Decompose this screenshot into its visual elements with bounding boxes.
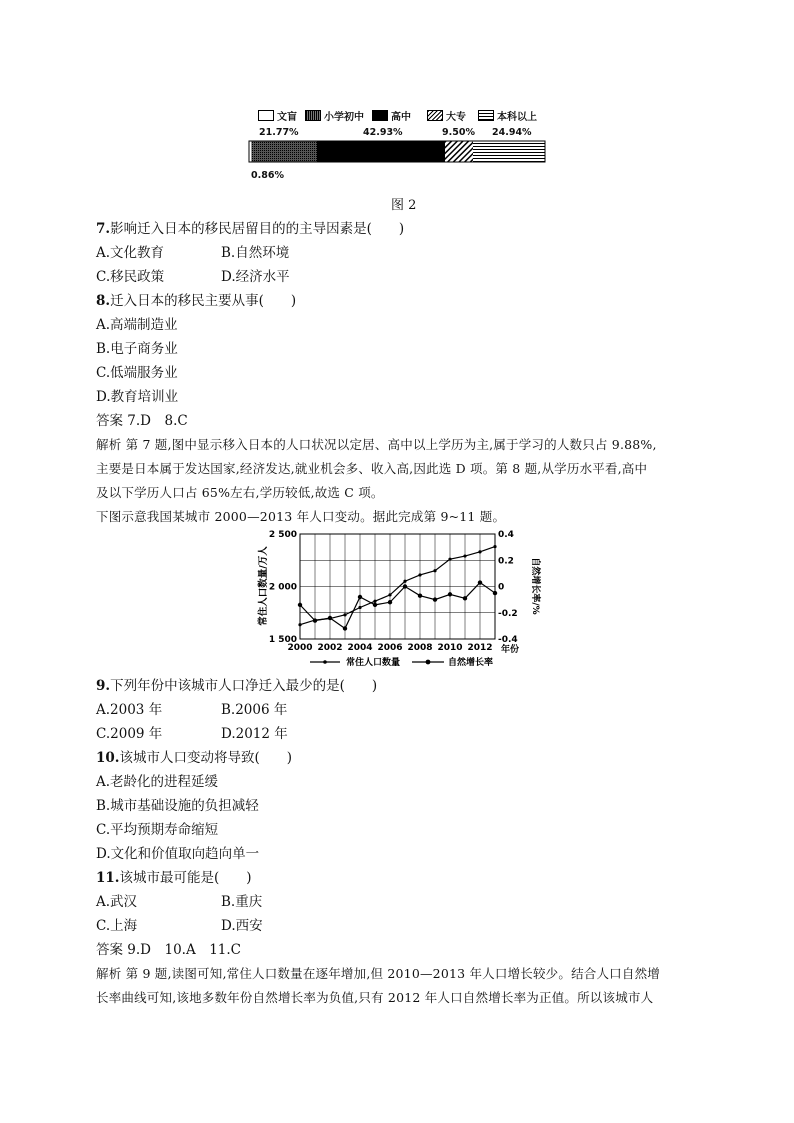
q10-option-a: A.老龄化的进程延缓 (96, 774, 219, 790)
bar-seg-college (445, 141, 473, 162)
growth-rate-line (300, 583, 495, 629)
stacked-bar (248, 140, 548, 166)
q10-option-c: C.平均预期寿命缩短 (96, 822, 219, 838)
growth-rate-point (328, 616, 332, 620)
population-point (388, 593, 391, 596)
right-tick-label: -0.4 (498, 635, 518, 645)
q7-option-b: B.自然环境 (221, 245, 290, 261)
growth-rate-point (403, 584, 407, 588)
explanation-line: 及以下学历人口占 65%左右,学历较低,故选 C 项。 (96, 485, 384, 500)
legend-population: 常住人口数量 (346, 658, 401, 668)
q8-option-b: B.电子商务业 (96, 341, 178, 357)
growth-rate-point (433, 597, 437, 601)
x-tick-label: 2006 (377, 643, 403, 653)
question-8: 8.迁入日本的移民主要从事( ) (96, 293, 297, 309)
explanation-line: 长率曲线可知,该地多数年份自然增长率为负值,只有 2012 年人口自然增长率为正值。所以该城市人 (96, 990, 654, 1005)
q8-option-d: D.教育培训业 (96, 389, 179, 405)
population-point (373, 600, 376, 603)
right-tick-label: 0.2 (498, 556, 514, 567)
x-tick-label: 2012 (467, 643, 493, 653)
bar-seg-high (317, 141, 445, 162)
population-point (448, 558, 451, 561)
question-7: 7.影响迁入日本的移民居留目的的主导因素是( ) (96, 221, 405, 237)
x-axis-label: 年份 (501, 645, 520, 655)
population-point (298, 623, 301, 626)
pct-bachelor: 24.94% (492, 127, 532, 138)
q7-option-c: C.移民政策 (96, 269, 165, 285)
q9-option-c: C.2009 年 (96, 726, 163, 742)
x-tick-label: 2010 (437, 643, 463, 653)
q11-option-b: B.重庆 (221, 894, 263, 910)
q9-option-b: B.2006 年 (221, 702, 288, 718)
swatch-black (372, 110, 388, 121)
population-point (463, 554, 466, 557)
bar-seg-primary (252, 141, 317, 162)
q11-option-a: A.武汉 (96, 894, 138, 910)
growth-rate-point (463, 596, 467, 600)
answer-9-11: 答案 9.D 10.A 11.C (96, 942, 242, 958)
q7-option-d: D.经济水平 (221, 269, 290, 285)
pct-college: 9.50% (442, 127, 475, 138)
population-point (403, 580, 406, 583)
q11-option-c: C.上海 (96, 918, 138, 934)
swatch-striped (478, 110, 494, 121)
left-axis-label: 常住人口数量/万人 (258, 546, 269, 626)
answer-7-8: 答案 7.D 8.C (96, 413, 188, 429)
left-tick-label: 1 500 (268, 635, 297, 645)
legend-bachelor: 本科以上 (478, 108, 537, 122)
q8-option-c: C.低端服务业 (96, 365, 178, 381)
bar-seg-bachelor (473, 141, 545, 162)
population-point (418, 573, 421, 576)
question-9: 9.下列年份中该城市人口净迁入最少的是( ) (96, 678, 378, 694)
chart-legend (310, 656, 493, 668)
right-axis-label: 自然增长率/% (530, 557, 540, 615)
x-tick-label: 2004 (347, 643, 373, 653)
growth-rate-point (298, 603, 302, 607)
question-11: 11.该城市最可能是( ) (96, 870, 252, 886)
right-tick-label: -0.2 (498, 608, 518, 619)
q10-option-d: D.文化和价值取向趋向单一 (96, 846, 260, 862)
pct-high-school: 42.93% (363, 127, 403, 138)
swatch-white (258, 110, 274, 121)
left-tick-label: 2 500 (268, 530, 297, 540)
growth-rate-point (388, 600, 392, 604)
explanation-line: 主要是日本属于发达国家,经济发达,就业机会多、收入高,因此选 D 项。第 8 题,从学历水平看,高中 (96, 461, 648, 476)
population-point (343, 613, 346, 616)
q11-option-d: D.西安 (221, 918, 263, 934)
population-line (300, 547, 495, 625)
growth-rate-point (418, 593, 422, 597)
q8-option-a: A.高端制造业 (96, 317, 178, 333)
growth-rate-point (373, 603, 377, 607)
population-chart (250, 528, 550, 673)
left-tick-label: 2 000 (268, 582, 297, 593)
pct-primary-middle: 21.77% (259, 127, 299, 138)
q9-option-d: D.2012 年 (221, 726, 288, 742)
q10-option-b: B.城市基础设施的负担减轻 (96, 798, 259, 814)
growth-rate-point (313, 618, 317, 622)
population-point (478, 550, 481, 553)
growth-rate-point (343, 626, 347, 630)
growth-rate-point (478, 580, 482, 584)
x-tick-label: 2008 (407, 643, 433, 653)
swatch-dotted (305, 110, 321, 121)
q9-option-a: A.2003 年 (96, 702, 163, 718)
q7-option-a: A.文化教育 (96, 245, 165, 261)
growth-rate-point (358, 595, 362, 599)
legend-illiterate: 文盲 (258, 108, 297, 122)
legend-primary-middle: 小学初中 (305, 108, 364, 122)
legend-high-school: 高中 (372, 108, 411, 122)
growth-rate-point (493, 591, 497, 595)
growth-rate-point (448, 592, 452, 596)
x-tick-label: 2000 (287, 643, 313, 653)
chart-intro: 下图示意我国某城市 2000—2013 年人口变动。据此完成第 9~11 题。 (96, 509, 506, 524)
population-point (358, 606, 361, 609)
explanation-line: 解析 第 9 题,读图可知,常住人口数量在逐年增加,但 2010—2013 年人口增长较少。结合人口自然增 (96, 966, 660, 981)
explanation-line: 解析 第 7 题,图中显示移入日本的人口状况以定居、高中以上学历为主,属于学习的人数只占 9.88%, (96, 437, 657, 452)
population-point (433, 569, 436, 572)
pct-illiterate: 0.86% (251, 170, 284, 181)
question-10: 10.该城市人口变动将导致( ) (96, 750, 293, 766)
right-tick-label: 0.4 (498, 530, 514, 540)
swatch-hatched (427, 110, 443, 121)
population-point (493, 545, 496, 548)
x-tick-label: 2002 (317, 643, 343, 653)
figure-caption: 图 2 (391, 198, 417, 213)
right-tick-label: 0 (498, 582, 505, 593)
legend-college: 大专 (427, 108, 466, 122)
legend-growth-rate: 自然增长率 (448, 658, 494, 668)
